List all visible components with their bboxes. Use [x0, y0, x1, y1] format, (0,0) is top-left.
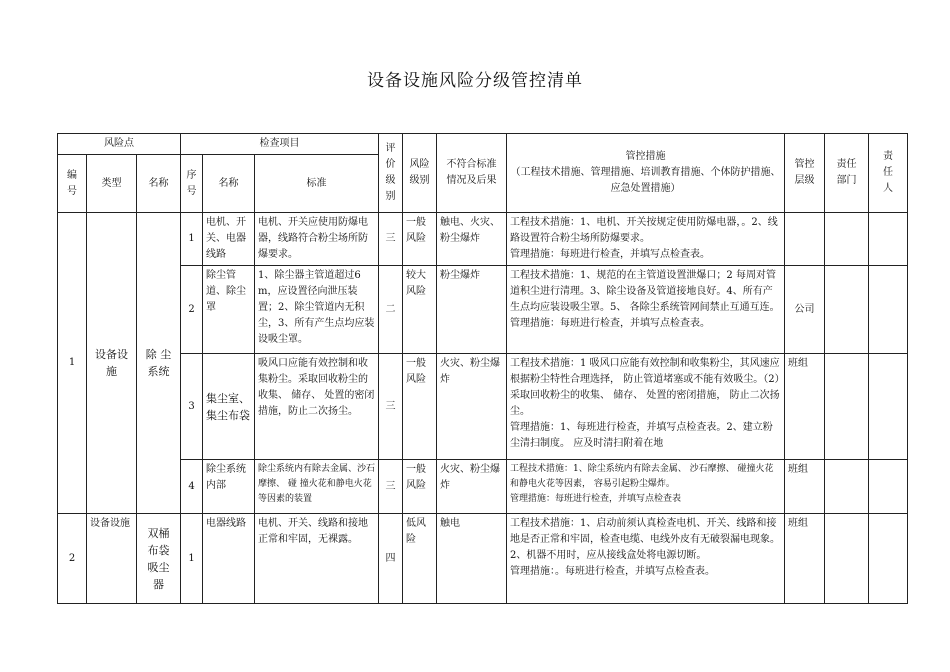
group-type: 设备设施 [87, 514, 137, 604]
item-eval: 三 [379, 460, 403, 514]
item-measures: 工程技术措施：1 吸风口应能有效控制和收集粉尘，其风速应根据粉尘特性合理选择， 防止管道堵塞或不能有效吸尘。（2）采取回收粉尘的收集、 储存、 处置的密闭措施， 防止二次扬尘。 管理措施：1、每班进行检查，并填写点检查表。2、建立粉尘清扫制度。 应及时清扫附着在地 [507, 354, 785, 460]
group-type: 设备设施 [87, 213, 137, 514]
header-type: 类型 [87, 155, 137, 213]
item-control-level [785, 213, 825, 266]
item-person [869, 354, 908, 460]
item-dept [825, 514, 869, 604]
item-standard: 吸风口应能有效控制和收集粉尘。采取回收粉尘的收集、 储存、 处置的密闭措施，防止二次扬尘。 [255, 354, 379, 460]
header-control-level: 管控 层级 [785, 134, 825, 213]
header-risk-level: 风险 级别 [403, 134, 437, 213]
item-dept [825, 354, 869, 460]
header-standard: 标准 [255, 155, 379, 213]
item-measures: 工程技术措施：1、除尘系统内有除去金属、 沙石摩擦、 碰撞火花和静电火花等因素， 容易引起粉尘爆炸。 管理措施：每班进行检查，并填写点检查表 [507, 460, 785, 514]
item-measures: 工程技术措施：1、启动前须认真检查电机、开关、线路和接地是否正常和牢固，检查电缆、电线外皮有无破裂漏电现象。2、机器不用时，应从接线盒处将电源切断。 管理措施：。每班进行检查，并填写点检查表。 [507, 514, 785, 604]
header-seq: 序 号 [181, 155, 203, 213]
item-control-level: 班组 [785, 514, 825, 604]
group-no: 2 [58, 514, 87, 604]
item-person [869, 460, 908, 514]
table-row [58, 514, 908, 604]
item-nonconform: 火灾、粉尘爆炸 [437, 354, 507, 460]
item-person [869, 266, 908, 354]
item-nonconform: 触电、火灾、粉尘爆炸 [437, 213, 507, 266]
item-seq: 4 [181, 460, 203, 514]
item-seq: 3 [181, 354, 203, 460]
item-risk: 较大风险 [403, 266, 437, 354]
table-row [58, 354, 908, 460]
item-name: 电器线路 [203, 514, 255, 604]
item-name: 除尘系统内部 [203, 460, 255, 514]
item-standard: 1、除尘器主管道超过6m，应设置径向泄压装置；2、除尘管道内无积尘，3、所有产生点均应装设吸尘罩。 [255, 266, 379, 354]
header-check-item: 检查项目 [181, 134, 379, 155]
group-name: 双桶 布袋 吸尘 器 [137, 514, 181, 604]
item-eval: 三 [379, 213, 403, 266]
item-eval: 二 [379, 266, 403, 354]
item-person [869, 213, 908, 266]
item-seq: 2 [181, 266, 203, 354]
header-resp-person: 责 任 人 [869, 134, 908, 213]
header-item-name: 名称 [203, 155, 255, 213]
header-control-measures: 管控措施 （工程技术措施、管理措施、培训教育措施、个体防护措施、应急处置措施） [507, 134, 785, 213]
group-name: 除 尘 系统 [137, 213, 181, 514]
item-nonconform: 火灾、粉尘爆炸 [437, 460, 507, 514]
item-control-level: 班组 [785, 354, 825, 460]
item-risk: 低风险 [403, 514, 437, 604]
item-name: 除尘管道、除尘罩 [203, 266, 255, 354]
item-dept [825, 266, 869, 354]
item-control-level: 公司 [785, 266, 825, 354]
item-person [869, 514, 908, 604]
item-dept [825, 460, 869, 514]
item-standard: 电机、开关、线路和接地正常和牢固，无裸露。 [255, 514, 379, 604]
item-dept [825, 213, 869, 266]
header-evaluation-level: 评 价 级 别 [379, 134, 403, 213]
table-row [58, 460, 908, 514]
table-row [58, 213, 908, 266]
item-name: 集尘室、集尘布袋 [203, 354, 255, 460]
item-nonconform: 粉尘爆炸 [437, 266, 507, 354]
item-control-level: 班组 [785, 460, 825, 514]
item-standard: 除尘系统内有除去金属、沙石摩擦、 碰 撞火花和静电火花等因素的装置 [255, 460, 379, 514]
table-row [58, 266, 908, 354]
item-eval: 三 [379, 354, 403, 460]
item-measures: 工程技术措施：1、电机、开关按规定使用防爆电器，。2、线路设置符合粉尘场所防爆要求。 管理措施：每班进行检查，并填写点检查表。 [507, 213, 785, 266]
header-resp-dept: 责任 部门 [825, 134, 869, 213]
item-measures: 工程技术措施：1、规范的在主管道设置泄爆口；2 每周对管道积尘进行清理。3、除尘设备及管道接地良好。4、所有产生点均应装设吸尘罩。5、 各除尘系统管网间禁止互通互连。 管理措施：每班进行检查，并填写点检查表。 [507, 266, 785, 354]
item-name: 电机、开关、电器线路 [203, 213, 255, 266]
header-nonconform: 不符合标准 情况及后果 [437, 134, 507, 213]
item-nonconform: 触电 [437, 514, 507, 604]
group-no: 1 [58, 213, 87, 514]
page-title: 设备设施风险分级管控清单 [367, 71, 583, 91]
item-standard: 电机、开关应使用防爆电器，线路符合粉尘场所防爆要求。 [255, 213, 379, 266]
header-no: 编 号 [58, 155, 87, 213]
item-seq: 1 [181, 514, 203, 604]
item-risk: 一般风险 [403, 213, 437, 266]
item-seq: 1 [181, 213, 203, 266]
item-risk: 一般风险 [403, 460, 437, 514]
header-risk-point: 风险点 [58, 134, 181, 155]
item-eval: 四 [379, 514, 403, 604]
item-risk: 一般风险 [403, 354, 437, 460]
header-name: 名称 [137, 155, 181, 213]
risk-control-table [57, 133, 908, 604]
